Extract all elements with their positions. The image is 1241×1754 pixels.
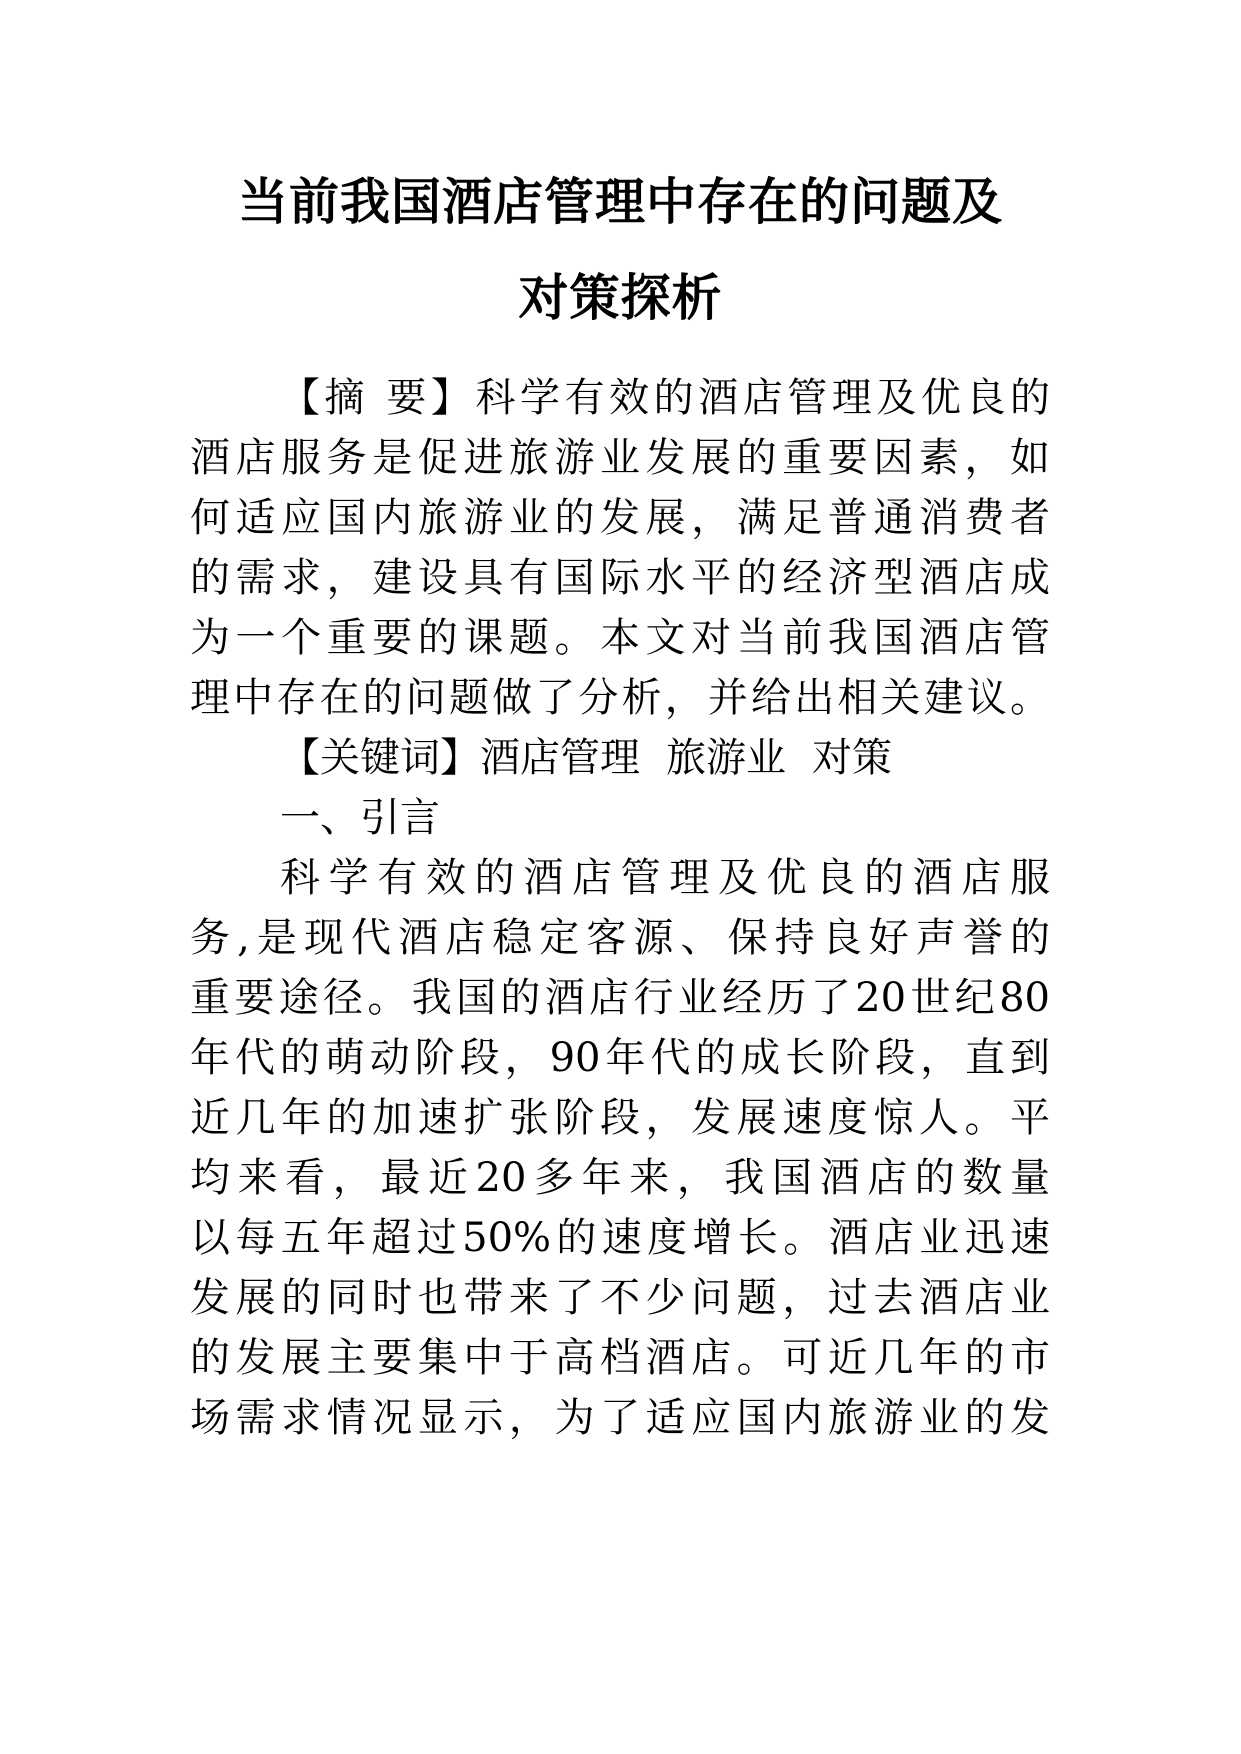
abstract-line-5: 为一个重要的课题。本文对当前我国酒店管 [190,615,1050,661]
keyword-1: 酒店管理 [480,735,640,781]
body-line-3: 重要途径。我国的酒店行业经历了20世纪80 [190,975,1050,1021]
body-line-1: 科学有效的酒店管理及优良的酒店服 [280,855,1050,901]
body-line-7: 以每五年超过50%的速度增长。酒店业迅速 [190,1215,1050,1261]
body-line-5: 近几年的加速扩张阶段，发展速度惊人。平 [190,1095,1050,1141]
abstract-line-6: 理中存在的问题做了分析，并给出相关建议。 [190,675,1050,721]
abstract-line-1: 【摘 要】科学有效的酒店管理及优良的 [280,375,1050,421]
body-line-8: 发展的同时也带来了不少问题，过去酒店业 [190,1275,1050,1321]
abstract-line-3: 何适应国内旅游业的发展，满足普通消费者 [190,495,1050,541]
body-line-6: 均来看，最近20多年来，我国酒店的数量 [190,1155,1050,1201]
document-title-line-2: 对策探析 [518,269,723,327]
keywords-line [280,728,1050,788]
keyword-3: 对策 [812,735,892,781]
abstract-line-4: 的需求，建设具有国际水平的经济型酒店成 [190,555,1050,601]
abstract-line-2: 酒店服务是促进旅游业发展的重要因素，如 [190,435,1050,481]
keywords-label: 【关键词】 [280,735,480,781]
keyword-2: 旅游业 [666,735,786,781]
section-heading: 一、引言 [280,795,440,841]
body-line-2: 务,是现代酒店稳定客源、保持良好声誉的 [190,915,1050,961]
body-line-9: 的发展主要集中于高档酒店。可近几年的市 [190,1335,1050,1381]
body-line-4: 年代的萌动阶段，90年代的成长阶段，直到 [190,1035,1050,1081]
document-title-line-1: 当前我国酒店管理中存在的问题及 [238,173,1003,231]
body-line-10: 场需求情况显示，为了适应国内旅游业的发 [190,1395,1050,1441]
